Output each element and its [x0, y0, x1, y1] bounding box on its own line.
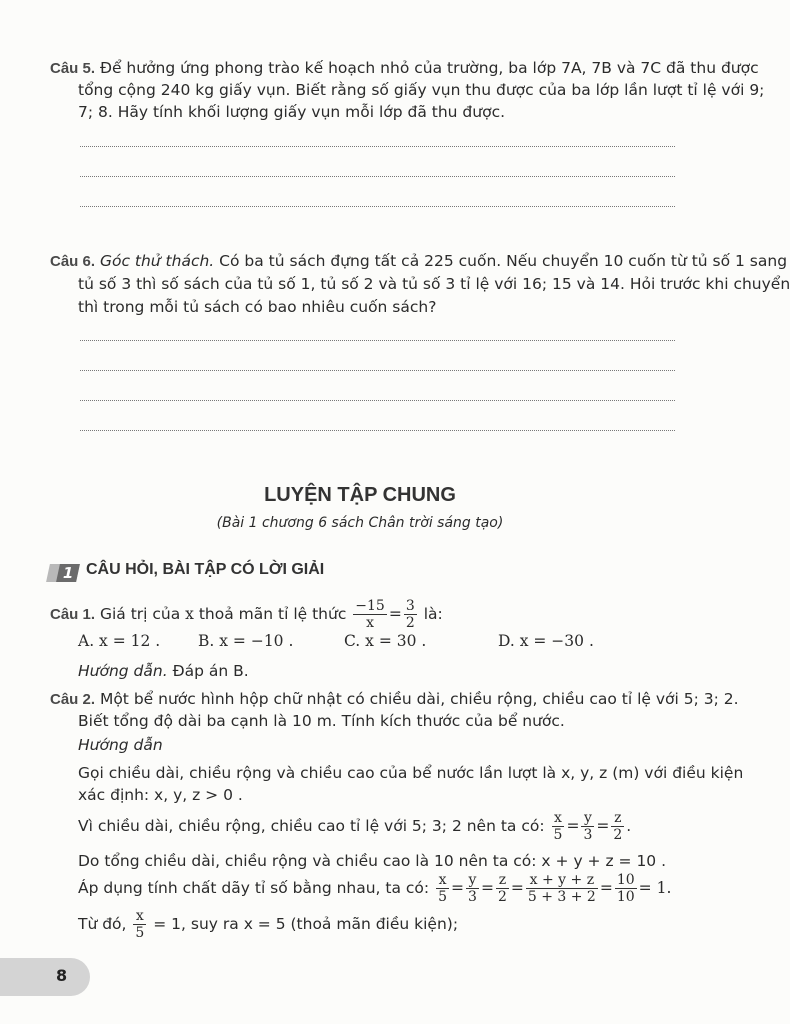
math-variable: x [185, 605, 194, 623]
answer-text: Đáp án B. [172, 662, 249, 680]
fraction-numerator: y [466, 872, 479, 889]
guide-line [78, 660, 249, 682]
fraction-numerator: x [133, 908, 146, 925]
option-c: C. x = 30 . [344, 632, 427, 650]
section-heading: CÂU HỎI, BÀI TẬP CÓ LỜI GIẢI [86, 561, 325, 578]
fraction [436, 872, 449, 905]
equals-sign: = [566, 817, 580, 835]
option-b: B. x = −10 . [198, 632, 294, 650]
question-text: Để hưởng ứng phong trào kế hoạch nhỏ của trường, ba lớp 7A, 7B và 7C đã thu được [99, 59, 759, 77]
question-label: Câu 5. [50, 60, 96, 77]
fraction [581, 810, 594, 843]
fraction-denominator: 2 [405, 615, 415, 631]
fraction-denominator: 5 [553, 827, 563, 843]
equals-sign: = [596, 817, 610, 835]
math-result: = 1. [638, 879, 672, 897]
option-a: A. x = 12 . [78, 632, 161, 650]
solution-text: Áp dụng tính chất dãy tỉ số bằng nhau, ta có: [78, 879, 430, 897]
fraction-denominator: 5 [438, 889, 448, 905]
solution-text: = 1, suy ra x = 5 (thoả mãn điều kiện); [153, 915, 459, 933]
question-text: Có ba tủ sách đựng tất cả 225 cuốn. Nếu chuyển 10 cuốn từ tủ số 1 sang [219, 252, 788, 270]
page-number: 8 [56, 966, 68, 985]
fraction-denominator: 3 [583, 827, 593, 843]
question-text: là: [423, 605, 443, 623]
answer-line [80, 400, 675, 401]
fraction-denominator: 3 [468, 889, 477, 905]
fraction-numerator: 3 [405, 598, 415, 614]
equals-sign: = [510, 879, 524, 897]
fraction-numerator: 10 [616, 872, 635, 888]
question-1 [50, 597, 443, 632]
equals-sign: = [388, 605, 402, 623]
question-text: thoả mãn tỉ lệ thức [198, 605, 347, 623]
equals-sign: = [480, 879, 494, 897]
fraction [611, 810, 624, 843]
solution-text: Vì chiều dài, chiều rộng, chiều cao tỉ lệ với 5; 3; 2 nên ta có: [78, 817, 545, 835]
fraction [526, 872, 598, 905]
fraction [552, 810, 565, 843]
page-number-tab [0, 958, 90, 996]
fraction [496, 872, 509, 905]
fraction-denominator: 5 [135, 925, 145, 941]
answer-line [80, 176, 675, 177]
question-label: Câu 2. [50, 691, 96, 708]
fraction-numerator: y [581, 810, 594, 827]
question-label: Câu 1. [50, 606, 96, 623]
section-badge: 1 [56, 564, 80, 582]
answer-line [80, 340, 675, 341]
question-text: tủ số 3 thì số sách của tủ số 1, tủ số 2 và tủ số 3 tỉ lệ với 16; 15 và 14. Hỏi trước khi chuyển [78, 275, 790, 293]
fraction-denominator: x [366, 615, 375, 631]
question-6 [50, 250, 787, 273]
answer-line [80, 146, 675, 147]
solution-step: Do tổng chiều dài, chiều rộng và chiều cao là 10 nên ta có: x + y + z = 10 . [78, 852, 667, 870]
question-text: tổng cộng 240 kg giấy vụn. Biết rằng số giấy vụn thu được của ba lớp lần lượt tỉ lệ với 9; [78, 81, 765, 99]
answer-line [80, 430, 675, 431]
guide-label: Hướng dẫn. [78, 662, 168, 680]
question-label: Câu 6. [50, 253, 96, 270]
option-d: D. x = −30 . [498, 632, 594, 650]
question-text: Giá trị của [99, 605, 181, 623]
section-subtitle: (Bài 1 chương 6 sách Chân trời sáng tạo) [216, 515, 504, 531]
question-text: Biết tổng độ dài ba cạnh là 10 m. Tính kích thước của bể nước. [78, 712, 565, 730]
fraction-denominator: 10 [616, 889, 635, 905]
fraction-numerator: z [496, 872, 509, 889]
solution-step [78, 906, 458, 942]
fraction-denominator: 2 [613, 827, 623, 843]
solution-step [78, 870, 671, 906]
challenge-label: Góc thử thách. [99, 252, 215, 270]
equals-sign: = [451, 879, 465, 897]
question-text: thì trong mỗi tủ sách có bao nhiêu cuốn sách? [78, 298, 437, 316]
answer-line [80, 370, 675, 371]
fraction [404, 598, 417, 631]
guide-label: Hướng dẫn [78, 736, 163, 754]
fraction-numerator: x [436, 872, 449, 889]
answer-line [80, 206, 675, 207]
solution-text: Từ đó, [78, 915, 127, 933]
question-text: Một bể nước hình hộp chữ nhật có chiều dài, chiều rộng, chiều cao tỉ lệ với 5; 3; 2. [99, 690, 739, 708]
fraction-numerator: x + y + z [526, 872, 598, 889]
solution-step: Vì chiều dài, chiều rộng, chiều cao tỉ lệ với 5; 3; 2 nên ta có: $\frac{x}{5}$ = $\frac{y}{3}$ = $\frac{z}{2}$ . [78, 810, 632, 843]
question-5 [50, 57, 759, 80]
fraction-denominator: 5 + 3 + 2 [527, 889, 596, 905]
question-text: 7; 8. Hãy tính khối lượng giấy vụn mỗi lớp đã thu được. [78, 103, 506, 121]
fraction [615, 872, 637, 905]
solution-step: Gọi chiều dài, chiều rộng và chiều cao của bể nước lần lượt là x, y, z (m) với điều kiện [78, 764, 744, 782]
section-title: LUYỆN TẬP CHUNG [264, 484, 456, 506]
fraction [466, 872, 479, 905]
question-2 [50, 688, 739, 711]
fraction-numerator: z [611, 810, 624, 827]
fraction [353, 598, 387, 631]
solution-step: xác định: x, y, z > 0 . [78, 786, 243, 804]
fraction-numerator: −15 [355, 598, 385, 614]
fraction-numerator: x [552, 810, 565, 827]
fraction-denominator: 2 [497, 889, 507, 905]
fraction [133, 908, 146, 941]
equals-sign: = [599, 879, 613, 897]
